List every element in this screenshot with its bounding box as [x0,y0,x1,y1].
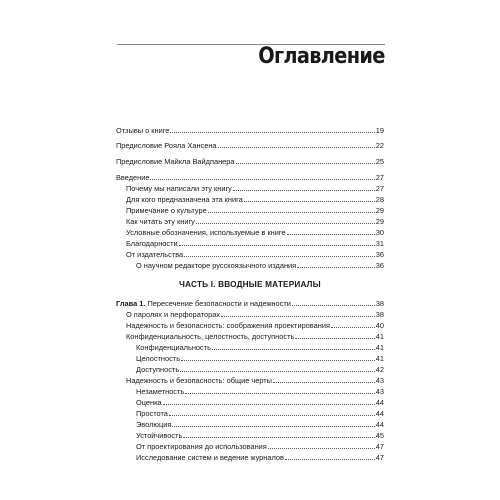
toc-entry [126,182,384,193]
toc-entry [126,237,384,248]
toc-entry [126,226,384,237]
toc-entry [136,440,384,451]
toc-entry-label: Условные обозначения, используемые в книге [126,228,286,237]
part-heading: ЧАСТЬ I. ВВОДНЫЕ МАТЕРИАЛЫ [179,280,321,289]
toc-entry-page: 38 [375,310,384,319]
toc-entry-label: Устойчивость [136,431,183,440]
toc-entry-page: 27 [375,173,384,182]
toc-entry-page: 42 [375,365,384,374]
toc-entry [126,319,384,330]
toc-entry-label: Надежность и безопасность: соображения проектирования [126,321,330,330]
toc-entry [136,341,384,352]
toc-entry [126,330,384,341]
leader-dots [150,178,374,180]
leader-dots [221,315,375,317]
toc-entry-label: Почему мы написали эту книгу [126,184,232,193]
toc-entry [136,352,384,363]
toc-entry-label: Оценка [136,398,162,407]
toc-entry-page: 29 [375,206,384,215]
toc-entry-label: Конфиденциальность, целостность, доступность [126,332,295,341]
leader-dots [268,447,375,449]
toc-entry [126,308,384,319]
toc-entry-page: 47 [375,453,384,462]
toc-entry-label: Как читать эту книгу [126,217,195,226]
leader-dots [184,255,375,257]
leader-dots [287,233,375,235]
toc-entry [116,171,384,182]
toc-entry-label: Незаметность [136,387,185,396]
toc-entry-label: О научном редакторе русскоязычного издания [136,261,297,270]
leader-dots [170,131,374,133]
leader-dots [244,200,375,202]
toc-entry [136,407,384,418]
leader-dots [285,458,375,460]
toc-entry [126,204,384,215]
leader-dots [172,425,374,427]
toc-entry-page: 22 [375,141,384,150]
toc-chapter-entry [116,297,384,308]
toc-entry-label: Предисловие Рояла Хансена [116,141,217,150]
leader-dots [169,414,375,416]
toc-entry-label: Для кого предназначена эта книга [126,195,243,204]
toc-entry-page: 45 [375,431,384,440]
toc-entry [126,374,384,385]
toc-entry-label: Предисловие Майкла Вайдпанера [116,157,235,166]
leader-dots [236,162,375,164]
toc-entry-label: От проектирования до использования [136,442,267,451]
toc-entry-page: 36 [375,250,384,259]
toc-entry-label: Эволюция [136,420,172,429]
toc-entry [136,418,384,429]
chapter-title: Пересечение безопасности и надежности [145,299,291,308]
toc-entry-page: 43 [375,387,384,396]
toc-entry [126,215,384,226]
chapter-number: Глава 1. [116,299,146,308]
toc-entry-label: Надежность и безопасность: общие черты [126,376,272,385]
toc-entry [116,124,384,135]
toc-entry-page: 29 [375,217,384,226]
toc-entry-label: Примечание о культуре [126,206,207,215]
leader-dots [196,222,375,224]
toc-entry-page: 47 [375,442,384,451]
leader-dots [180,370,375,372]
toc-entry [136,259,384,270]
leader-dots [295,337,374,339]
leader-dots [233,189,375,191]
leader-dots [208,211,375,213]
toc-entry-page: 41 [375,354,384,363]
toc-entry-label: Целостность [136,354,181,363]
toc-entry-label [116,299,291,308]
toc-entry [116,155,384,166]
toc-entry-label: Простота [136,409,168,418]
toc-entry [136,385,384,396]
toc-entry-page: 27 [375,184,384,193]
toc-entry-page: 41 [375,332,384,341]
toc-entry-page: 43 [375,376,384,385]
toc-entry-label: Конфиденциальность [136,343,211,352]
toc-entry-page: 44 [375,398,384,407]
toc-entry [126,193,384,204]
page-title: Оглавление [258,44,385,69]
toc-entry [116,139,384,150]
leader-dots [179,244,375,246]
leader-dots [163,403,375,405]
toc-entry-label: Благодарности [126,239,178,248]
toc-entry-page: 41 [375,343,384,352]
toc-entry [136,396,384,407]
leader-dots [185,392,375,394]
leader-dots [181,359,375,361]
toc-entry-page: 31 [375,239,384,248]
toc-entry-label: Исследование систем и ведение журналов [136,453,284,462]
leader-dots [297,266,375,268]
toc-entry [126,248,384,259]
leader-dots [183,436,374,438]
leader-dots [218,146,375,148]
toc-entry-label: О паролях и перфораторах [126,310,221,319]
toc-entry-page: 40 [375,321,384,330]
toc-entry [136,451,384,462]
toc-entry-label: Введение [116,173,150,182]
toc-entry-page: 44 [375,409,384,418]
leader-dots [331,326,375,328]
toc-entry-page: 19 [375,126,384,135]
leader-dots [212,348,375,350]
leader-dots [273,381,375,383]
toc-entry-page: 36 [375,261,384,270]
toc-entry-label: Доступность [136,365,180,374]
toc-entry [136,429,384,440]
toc-entry-page: 44 [375,420,384,429]
toc-entry-page: 38 [375,299,384,308]
toc-entry-label: Отзывы о книге [116,126,170,135]
toc-entry-page: 25 [375,157,384,166]
toc-entry-page: 28 [375,195,384,204]
toc-entry [136,363,384,374]
leader-dots [292,304,375,306]
toc-entry-label: От издательства [126,250,184,259]
toc-entry-page: 30 [375,228,384,237]
